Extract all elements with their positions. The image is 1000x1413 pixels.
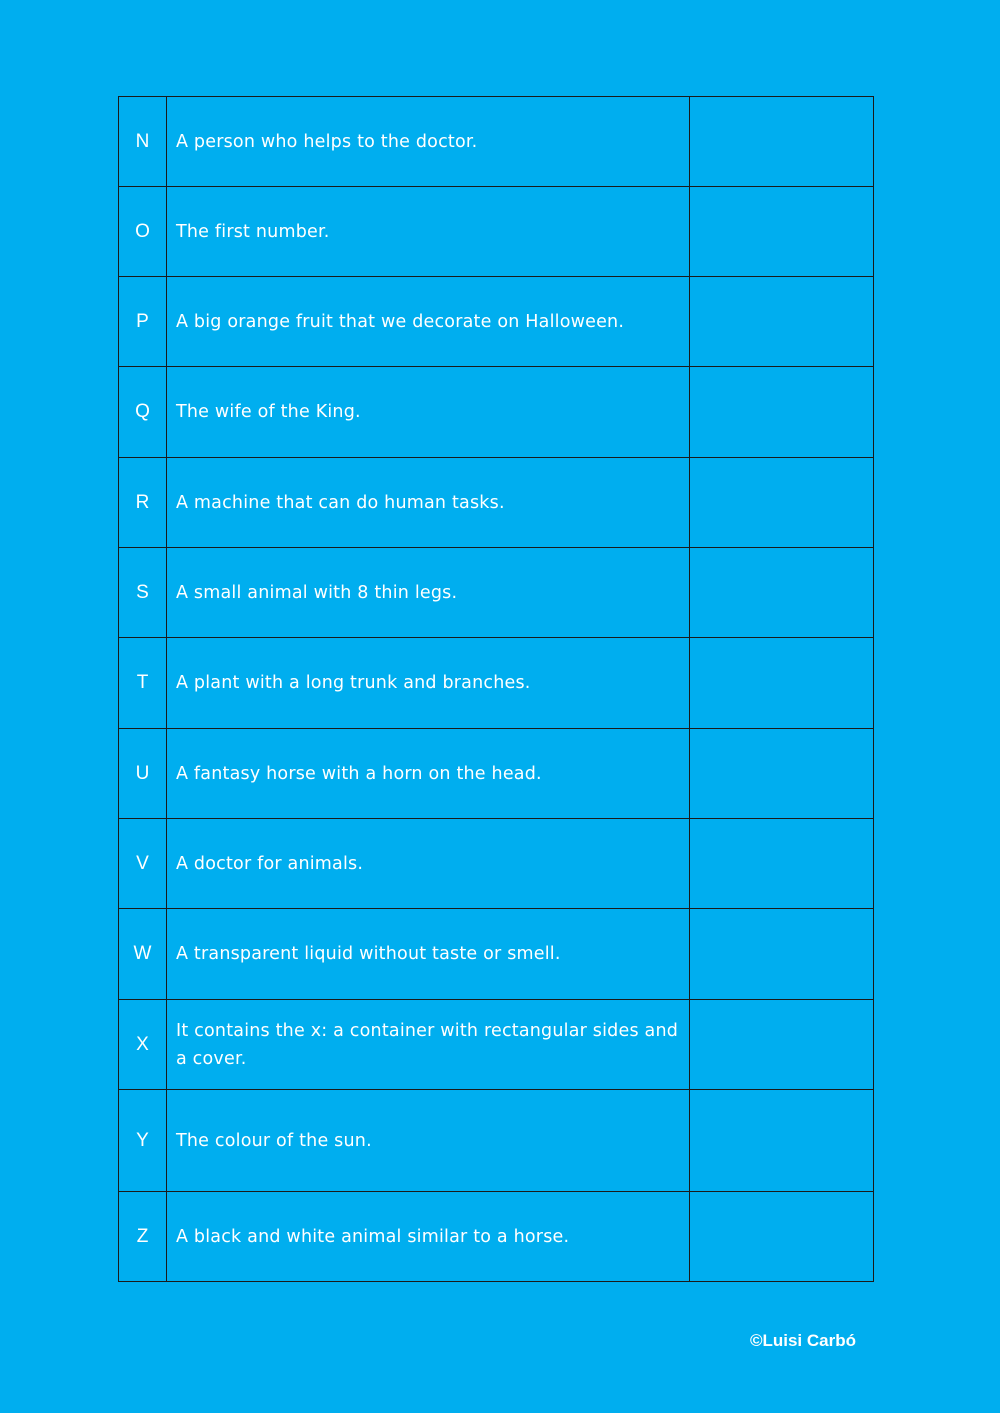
- answer-cell[interactable]: [690, 458, 874, 548]
- row-letter: S: [119, 548, 167, 638]
- table-row: [119, 277, 874, 367]
- table-row: [119, 729, 874, 819]
- row-letter: Y: [119, 1090, 167, 1192]
- row-letter: Z: [119, 1192, 167, 1282]
- row-clue: A big orange fruit that we decorate on Halloween.: [167, 277, 690, 367]
- answer-cell[interactable]: [690, 1192, 874, 1282]
- row-clue: A person who helps to the doctor.: [167, 97, 690, 187]
- row-clue: A machine that can do human tasks.: [167, 458, 690, 548]
- row-letter: P: [119, 277, 167, 367]
- table-row: [119, 819, 874, 909]
- answer-cell[interactable]: [690, 1000, 874, 1090]
- row-letter: O: [119, 187, 167, 277]
- row-letter: W: [119, 909, 167, 1000]
- row-clue: A black and white animal similar to a horse.: [167, 1192, 690, 1282]
- row-letter: V: [119, 819, 167, 909]
- table-row: [119, 367, 874, 458]
- copyright-text: ©Luisi Carbó: [749, 1331, 856, 1350]
- row-clue: A fantasy horse with a horn on the head.: [167, 729, 690, 819]
- table-row: [119, 909, 874, 1000]
- row-letter: U: [119, 729, 167, 819]
- row-letter: Q: [119, 367, 167, 458]
- answer-cell[interactable]: [690, 187, 874, 277]
- answer-cell[interactable]: [690, 909, 874, 1000]
- answer-cell[interactable]: [690, 729, 874, 819]
- answer-cell[interactable]: [690, 367, 874, 458]
- row-clue: A transparent liquid without taste or smell.: [167, 909, 690, 1000]
- table-row: [119, 458, 874, 548]
- row-letter: R: [119, 458, 167, 548]
- row-clue: The wife of the King.: [167, 367, 690, 458]
- row-clue: The first number.: [167, 187, 690, 277]
- answer-cell[interactable]: [690, 819, 874, 909]
- row-clue: A small animal with 8 thin legs.: [167, 548, 690, 638]
- clue-table: [118, 96, 874, 1282]
- table-row: [119, 638, 874, 729]
- table-row: [119, 1000, 874, 1090]
- answer-cell[interactable]: [690, 548, 874, 638]
- table-row: [119, 97, 874, 187]
- table-row: [119, 1192, 874, 1282]
- answer-cell[interactable]: [690, 638, 874, 729]
- row-letter: N: [119, 97, 167, 187]
- answer-cell[interactable]: [690, 1090, 874, 1192]
- row-letter: T: [119, 638, 167, 729]
- row-clue: It contains the x: a container with rectangular sides and a cover.: [167, 1000, 690, 1090]
- row-letter: X: [119, 1000, 167, 1090]
- table-row: [119, 548, 874, 638]
- row-clue: A plant with a long trunk and branches.: [167, 638, 690, 729]
- table-row: [119, 1090, 874, 1192]
- row-clue: A doctor for animals.: [167, 819, 690, 909]
- answer-cell[interactable]: [690, 97, 874, 187]
- table-row: [119, 187, 874, 277]
- answer-cell[interactable]: [690, 277, 874, 367]
- row-clue: The colour of the sun.: [167, 1090, 690, 1192]
